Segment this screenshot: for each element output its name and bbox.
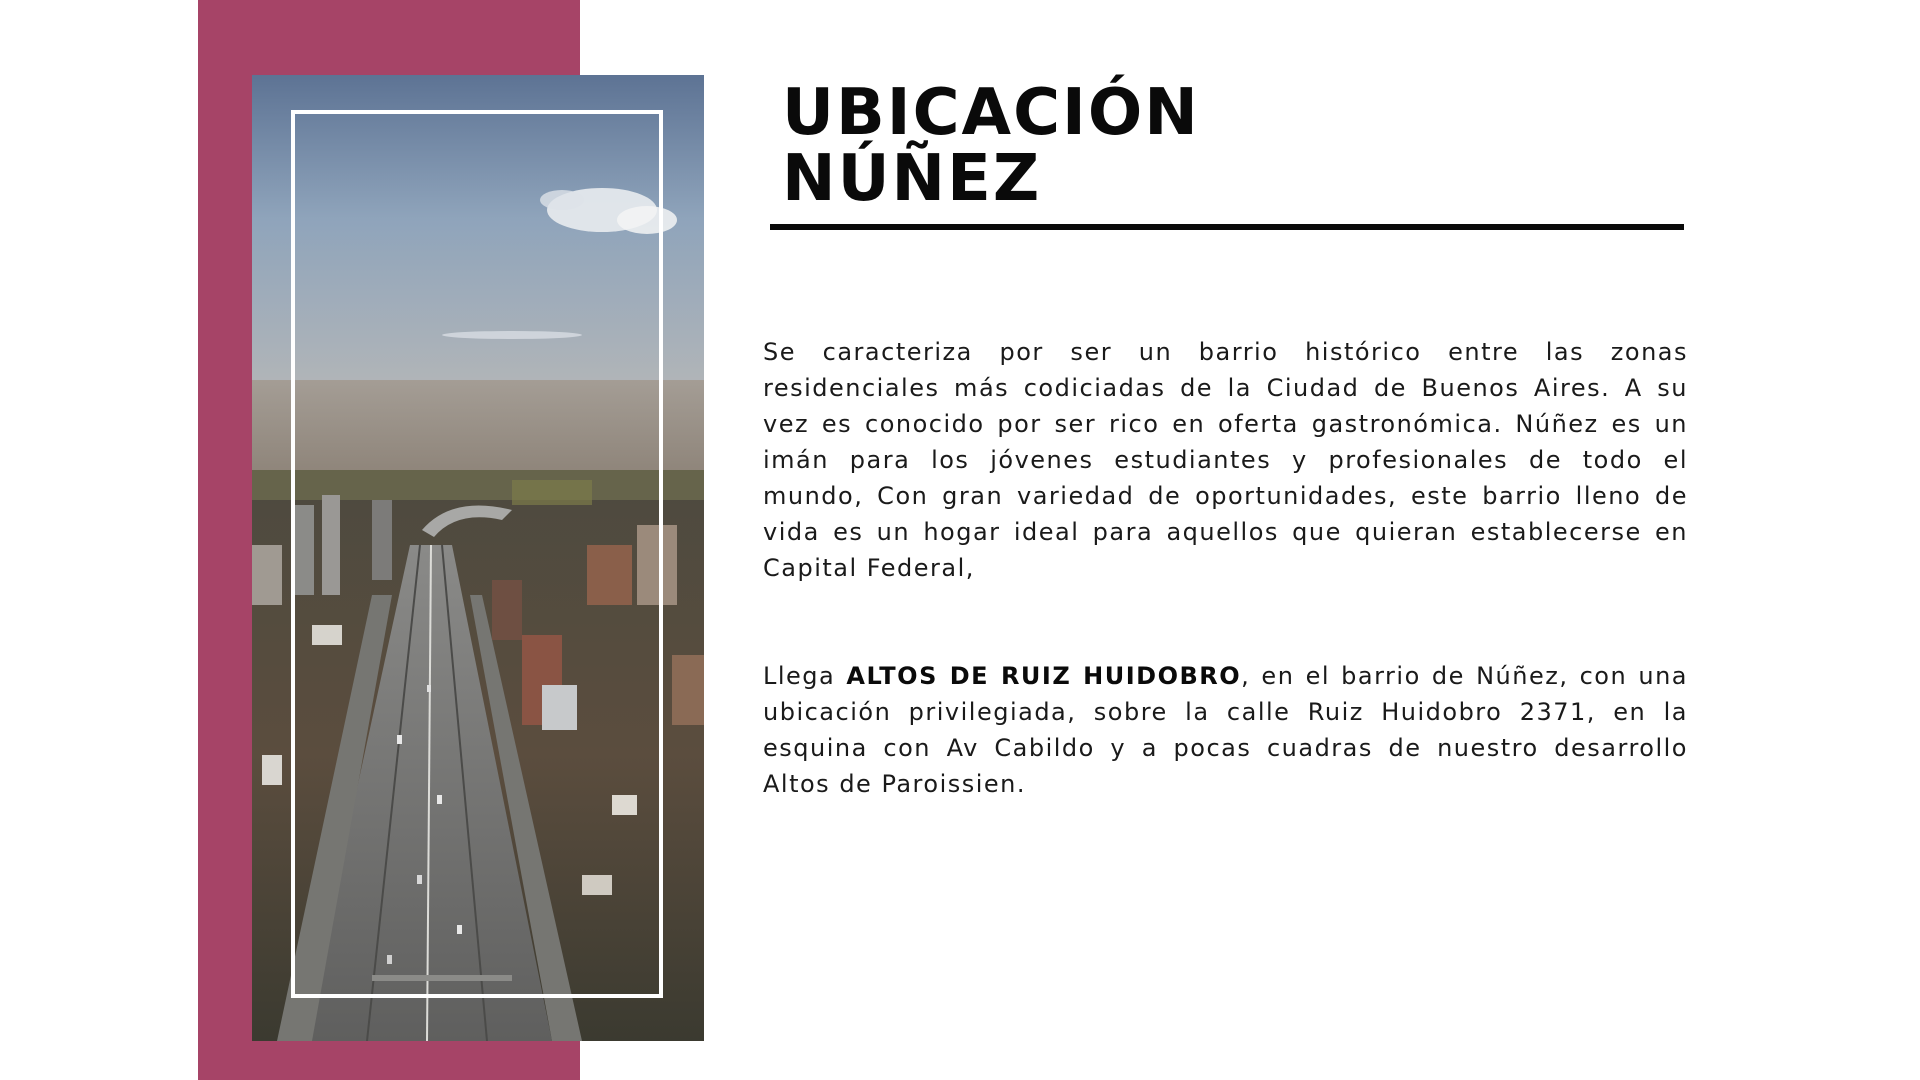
project-paragraph-suffix: , en el barrio de Núñez, con una ubicación privilegiada, sobre la calle Ruiz Huidobro 2371, en la esquina con Av Cabildo y a pocas cuadras de nuestro desarrollo Altos de Paroissien. — [763, 662, 1688, 798]
photo-frame — [291, 110, 663, 998]
page-title — [782, 76, 1200, 216]
project-name: ALTOS DE RUIZ HUIDOBRO — [846, 662, 1242, 690]
description-paragraph: Se caracteriza por ser un barrio histórico entre las zonas residenciales más codiciadas de la Ciudad de Buenos Aires. A su vez es conocido por ser rico en oferta gastronómica. Núñez es un imán para los jóvenes estudiantes y profesionales de todo el mundo, Con gran variedad de oportunidades, este barrio lleno de vida es un hogar ideal para aquellos que quieran establecerse en Capital Federal, — [763, 338, 1688, 582]
title-line-1: UBICACIÓN — [782, 76, 1200, 150]
title-line-2: NÚÑEZ — [782, 142, 1042, 216]
project-paragraph — [763, 658, 1688, 802]
project-paragraph-prefix: Llega — [763, 662, 847, 690]
title-underline — [770, 224, 1684, 230]
